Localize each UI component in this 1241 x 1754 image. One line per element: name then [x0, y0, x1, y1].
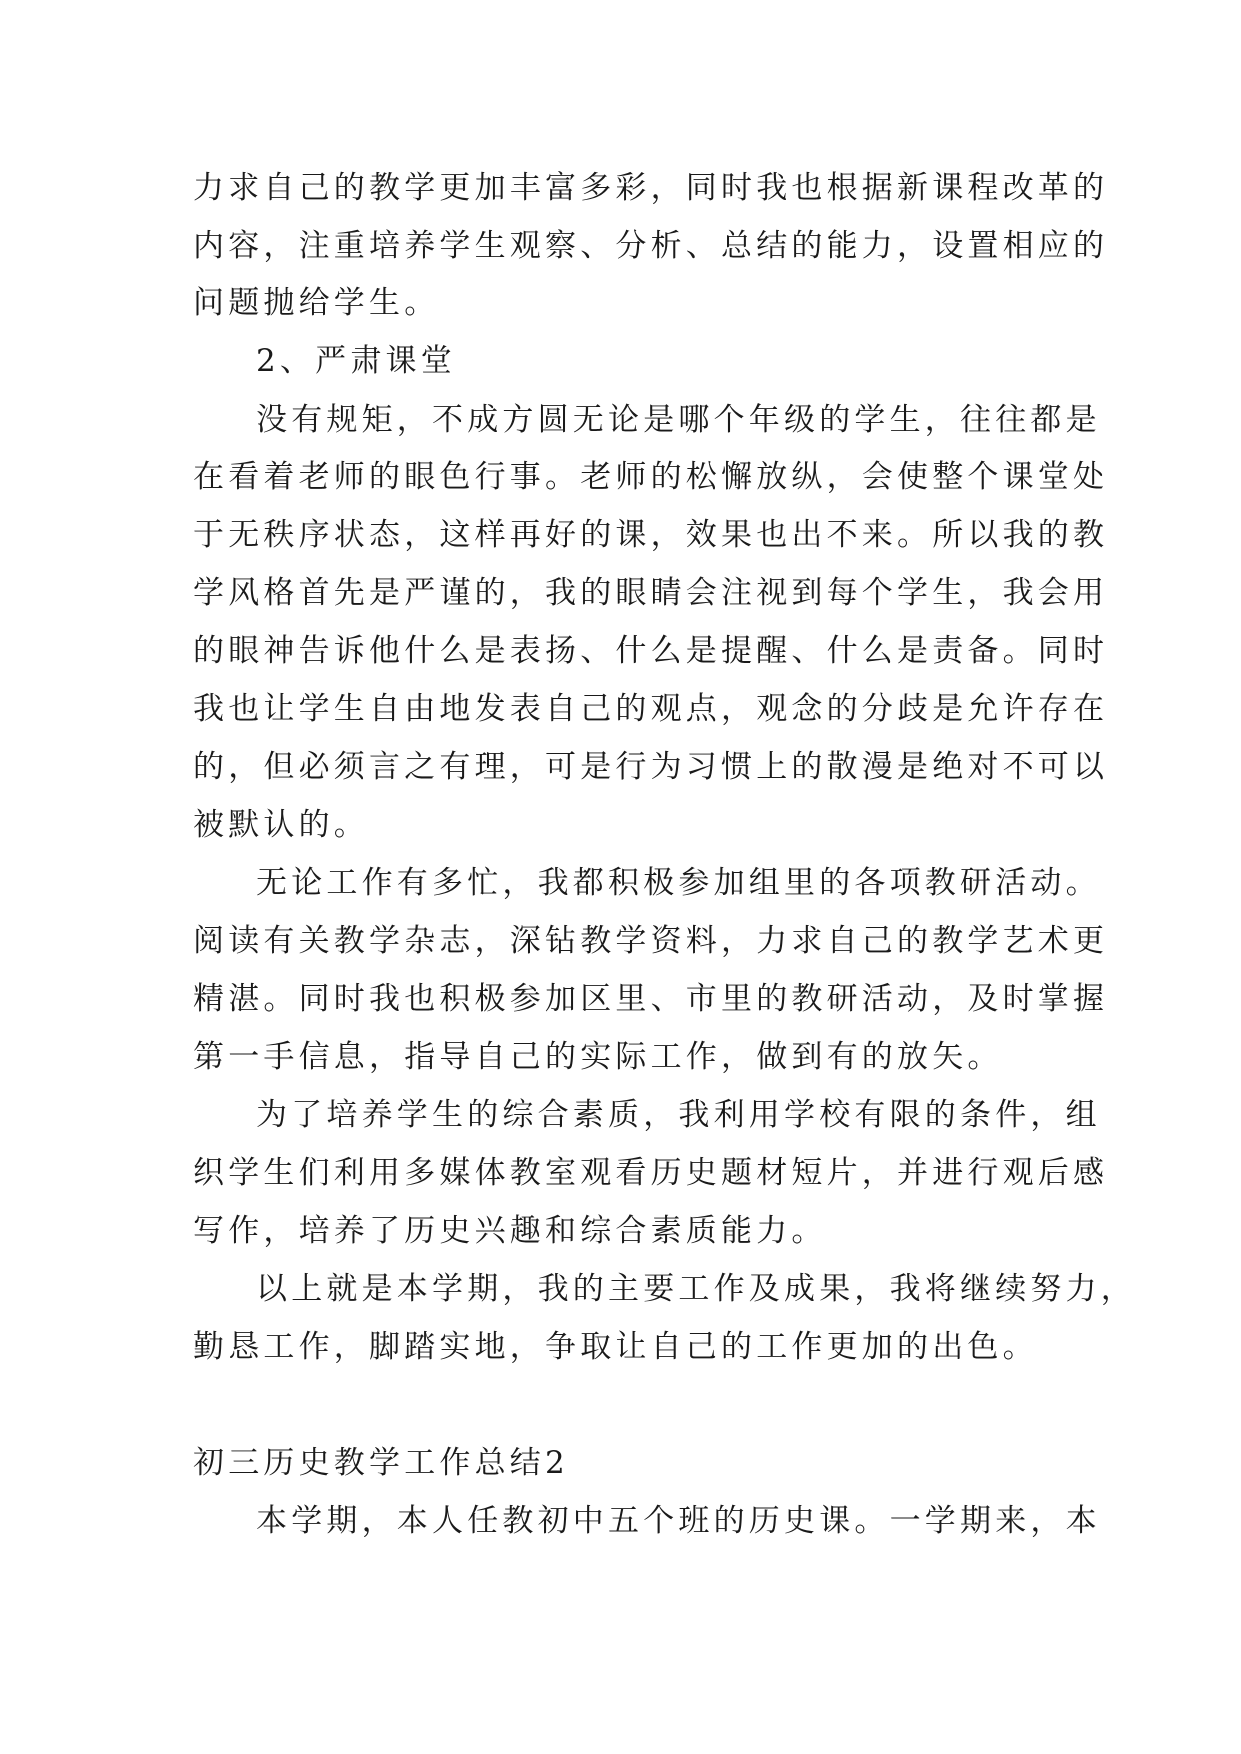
- section-heading: 2、严肃课堂: [256, 343, 456, 379]
- text-line: 勤恳工作，脚踏实地，争取让自己的工作更加的出色。: [193, 1329, 1038, 1365]
- text-line: 力求自己的教学更加丰富多彩，同时我也根据新课程改革的: [193, 170, 1109, 206]
- text-line: 织学生们利用多媒体教室观看历史题材短片，并进行观后感: [193, 1155, 1109, 1191]
- text-line: 写作，培养了历史兴趣和综合素质能力。: [193, 1213, 827, 1249]
- text-line: 的眼神告诉他什么是表扬、什么是提醒、什么是责备。同时: [193, 633, 1109, 669]
- text-line: 没有规矩，不成方圆无论是哪个年级的学生，往往都是: [256, 402, 1101, 438]
- document-title: 初三历史教学工作总结2: [193, 1445, 569, 1481]
- text-line: 本学期，本人任教初中五个班的历史课。一学期来，本: [256, 1503, 1101, 1539]
- text-line: 的，但必须言之有理，可是行为习惯上的散漫是绝对不可以: [193, 749, 1109, 785]
- text-line: 被默认的。: [193, 807, 369, 843]
- text-line: 于无秩序状态，这样再好的课，效果也出不来。所以我的教: [193, 517, 1109, 553]
- text-line: 无论工作有多忙，我都积极参加组里的各项教研活动。: [256, 865, 1101, 901]
- text-line: 在看着老师的眼色行事。老师的松懈放纵，会使整个课堂处: [193, 459, 1109, 495]
- text-line: 问题抛给学生。: [193, 285, 440, 321]
- text-line: 学风格首先是严谨的，我的眼睛会注视到每个学生，我会用: [193, 575, 1109, 611]
- text-line: 精湛。同时我也积极参加区里、市里的教研活动，及时掌握: [193, 981, 1109, 1017]
- text-line: 以上就是本学期，我的主要工作及成果，我将继续努力，: [256, 1271, 1136, 1307]
- text-line: 我也让学生自由地发表自己的观点，观念的分歧是允许存在: [193, 691, 1109, 727]
- text-line: 为了培养学生的综合素质，我利用学校有限的条件，组: [256, 1097, 1101, 1133]
- text-line: 内容，注重培养学生观察、分析、总结的能力，设置相应的: [193, 228, 1109, 264]
- text-line: 阅读有关教学杂志，深钻教学资料，力求自己的教学艺术更: [193, 923, 1109, 959]
- text-line: 第一手信息，指导自己的实际工作，做到有的放矢。: [193, 1039, 1003, 1075]
